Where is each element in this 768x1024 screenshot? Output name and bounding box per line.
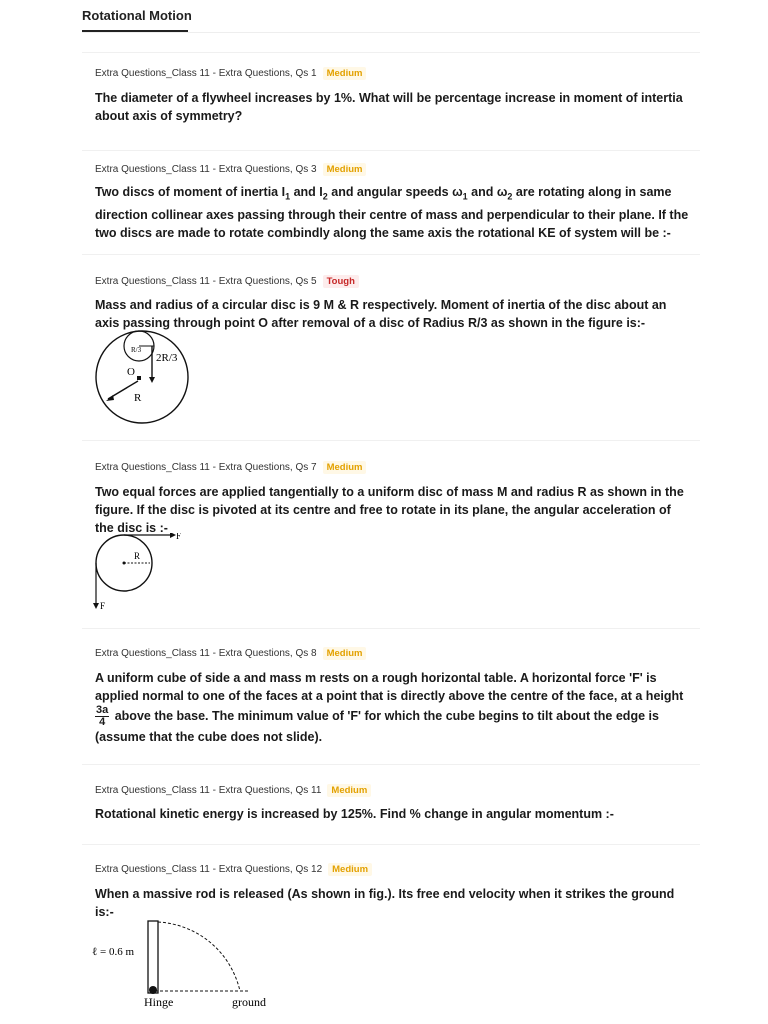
label-r-over-3: R/3: [131, 346, 142, 354]
question-card[interactable]: [82, 440, 700, 627]
fraction: [95, 705, 109, 728]
question-card[interactable]: [82, 628, 700, 763]
question-text: [95, 669, 691, 746]
label-r: R: [134, 551, 141, 561]
disc-cavity-figure: [94, 329, 194, 429]
question-text: [95, 183, 691, 242]
question-text: Mass and radius of a circular disc is 9 M & R respectively. Moment of inertia of the disc about an axis passing through point O after removal of a disc of Radius R/3 as shown in the figure is:-: [95, 298, 667, 330]
question-source: Extra Questions_Class 11 - Extra Questions, Qs 5: [95, 276, 317, 287]
divider: [82, 32, 700, 33]
label-r: R: [134, 392, 142, 404]
text-part: are rotating along in same direction collinear axes passing through their centre of mass and perpendicular to their plane. If the two discs are made to rotate combindly along the same axis the rotational KE of system will be :-: [95, 185, 689, 240]
question-meta: [95, 67, 366, 80]
text-part: and ω: [467, 185, 508, 199]
difficulty-badge: Medium: [323, 163, 367, 176]
fraction-numerator: 3a: [96, 704, 109, 716]
subscript: 1: [285, 191, 291, 202]
question-source: Extra Questions_Class 11 - Extra Questions, Qs 1: [95, 68, 317, 79]
subscript: 2: [322, 191, 328, 202]
question-meta: [95, 647, 366, 660]
question-source: Extra Questions_Class 11 - Extra Questions, Qs 8: [95, 648, 317, 659]
label-f-top: F: [176, 533, 182, 541]
question-meta: [95, 784, 371, 797]
question-card[interactable]: [82, 150, 700, 253]
question-source: Extra Questions_Class 11 - Extra Questions, Qs 7: [95, 462, 317, 473]
question-text: Two equal forces are applied tangentially to a uniform disc of mass M and radius R as shown in the figure. If the disc is pivoted at its centre and free to rotate in its plane, the angular acceleration of the disc is :-: [95, 485, 684, 535]
question-text: When a massive rod is released (As shown in fig.). Its free end velocity when it strikes the ground is:-: [95, 887, 675, 919]
difficulty-badge: Medium: [323, 461, 367, 474]
question-card[interactable]: [82, 764, 700, 843]
question-source: Extra Questions_Class 11 - Extra Questions, Qs 3: [95, 164, 317, 175]
subscript: 1: [462, 191, 468, 202]
label-f-bottom: F: [100, 601, 106, 611]
question-source: Extra Questions_Class 11 - Extra Questions, Qs 12: [95, 864, 323, 875]
tab-rotational-motion[interactable]: Rotational Motion: [82, 8, 192, 23]
difficulty-badge: Medium: [323, 647, 367, 660]
label-2r-over-3: 2R/3: [156, 352, 178, 364]
falling-rod-figure: [90, 919, 290, 1011]
question-card[interactable]: [82, 844, 700, 1023]
question-meta: [95, 461, 366, 474]
text-part: and I: [290, 185, 323, 199]
label-rod-length: ℓ = 0.6 m: [92, 946, 135, 958]
text-part: Two discs of moment of inertia I: [95, 185, 286, 199]
subscript: 2: [507, 191, 513, 202]
question-text: The diameter of a flywheel increases by 1%. What will be percentage increase in moment of intertia about axis of symmetry?: [95, 91, 683, 123]
fraction-denominator: 4: [99, 716, 106, 728]
question-meta: [95, 163, 366, 176]
text-part: and angular speeds ω: [327, 185, 463, 199]
text-part: A uniform cube of side a and mass m rests on a rough horizontal table. A horizontal force 'F' is applied normal to one of the faces at a point that is directly above the centre of the face, at a height: [95, 671, 684, 703]
question-meta: [95, 863, 372, 876]
question-card[interactable]: [82, 254, 700, 439]
question-text: Rotational kinetic energy is increased by 125%. Find % change in angular momentum :-: [95, 807, 614, 821]
question-source: Extra Questions_Class 11 - Extra Questions, Qs 11: [95, 785, 322, 796]
disc-forces-figure: [92, 533, 202, 615]
question-meta: [95, 275, 359, 288]
label-hinge: Hinge: [144, 995, 174, 1009]
text-part: above the base. The minimum value of 'F' for which the cube begins to tilt about the edge is (assume that the cube does not slide).: [95, 708, 659, 744]
difficulty-badge: Tough: [323, 275, 359, 288]
difficulty-badge: Medium: [323, 67, 367, 80]
label-ground: ground: [232, 995, 266, 1009]
label-o: O: [127, 366, 135, 378]
difficulty-badge: Medium: [327, 784, 371, 797]
difficulty-badge: Medium: [328, 863, 372, 876]
question-card[interactable]: [82, 52, 700, 149]
